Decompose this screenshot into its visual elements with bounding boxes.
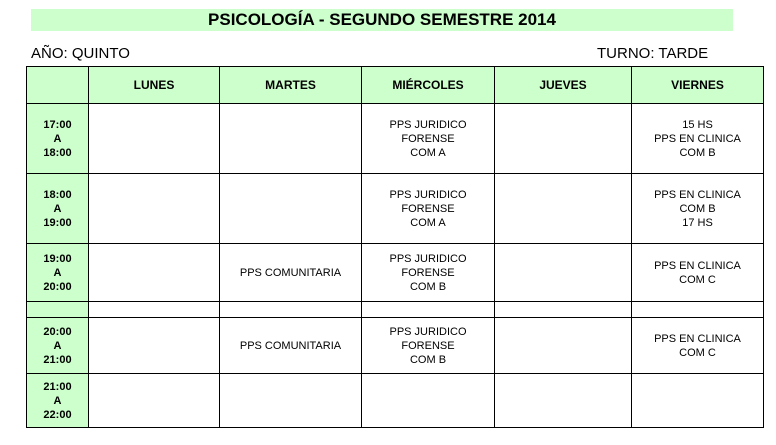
schedule-cell xyxy=(495,302,632,318)
schedule-table xyxy=(26,66,764,428)
schedule-cell: PPS COMUNITARIA xyxy=(220,318,362,374)
schedule-cell xyxy=(220,104,362,174)
schedule-cell xyxy=(220,174,362,244)
day-header-jueves: JUEVES xyxy=(495,67,632,104)
year-label: AÑO: QUINTO xyxy=(31,45,130,62)
time-cell: 20:00 A 21:00 xyxy=(27,318,89,374)
day-header-lunes: LUNES xyxy=(89,67,220,104)
schedule-cell xyxy=(89,318,220,374)
schedule-cell xyxy=(495,104,632,174)
schedule-cell: PPS JURIDICO FORENSE COM A xyxy=(362,174,495,244)
schedule-cell xyxy=(220,302,362,318)
schedule-cell: 15 HS PPS EN CLINICA COM B xyxy=(632,104,764,174)
schedule-cell xyxy=(362,302,495,318)
schedule-cell xyxy=(89,174,220,244)
time-cell: 19:00 A 20:00 xyxy=(27,244,89,302)
time-cell: 18:00 A 19:00 xyxy=(27,174,89,244)
table-row xyxy=(27,174,764,244)
separator-row xyxy=(27,302,764,318)
day-header-miercoles: MIÉRCOLES xyxy=(362,67,495,104)
schedule-cell xyxy=(220,374,362,428)
day-header-martes: MARTES xyxy=(220,67,362,104)
schedule-cell: PPS COMUNITARIA xyxy=(220,244,362,302)
schedule-cell xyxy=(89,244,220,302)
page-title: PSICOLOGÍA - SEGUNDO SEMESTRE 2014 xyxy=(31,9,733,31)
schedule-cell: PPS JURIDICO FORENSE COM A xyxy=(362,104,495,174)
time-cell: 17:00 A 18:00 xyxy=(27,104,89,174)
schedule-cell xyxy=(89,302,220,318)
schedule-cell xyxy=(495,374,632,428)
header-row xyxy=(27,67,764,104)
schedule-cell: PPS EN CLINICA COM B 17 HS xyxy=(632,174,764,244)
table-row xyxy=(27,374,764,428)
schedule-cell xyxy=(632,374,764,428)
schedule-cell xyxy=(362,374,495,428)
time-cell xyxy=(27,302,89,318)
table-row xyxy=(27,244,764,302)
schedule-cell xyxy=(89,104,220,174)
schedule-cell xyxy=(495,174,632,244)
schedule-cell xyxy=(89,374,220,428)
table-row xyxy=(27,318,764,374)
schedule-cell: PPS JURIDICO FORENSE COM B xyxy=(362,244,495,302)
day-header-viernes: VIERNES xyxy=(632,67,764,104)
schedule-cell xyxy=(632,302,764,318)
table-row xyxy=(27,104,764,174)
shift-label: TURNO: TARDE xyxy=(597,45,709,62)
schedule-cell xyxy=(495,318,632,374)
time-cell: 21:00 A 22:00 xyxy=(27,374,89,428)
corner-cell xyxy=(27,67,89,104)
schedule-cell: PPS JURIDICO FORENSE COM B xyxy=(362,318,495,374)
schedule-cell: PPS EN CLINICA COM C xyxy=(632,318,764,374)
schedule-cell xyxy=(495,244,632,302)
schedule-cell: PPS EN CLINICA COM C xyxy=(632,244,764,302)
